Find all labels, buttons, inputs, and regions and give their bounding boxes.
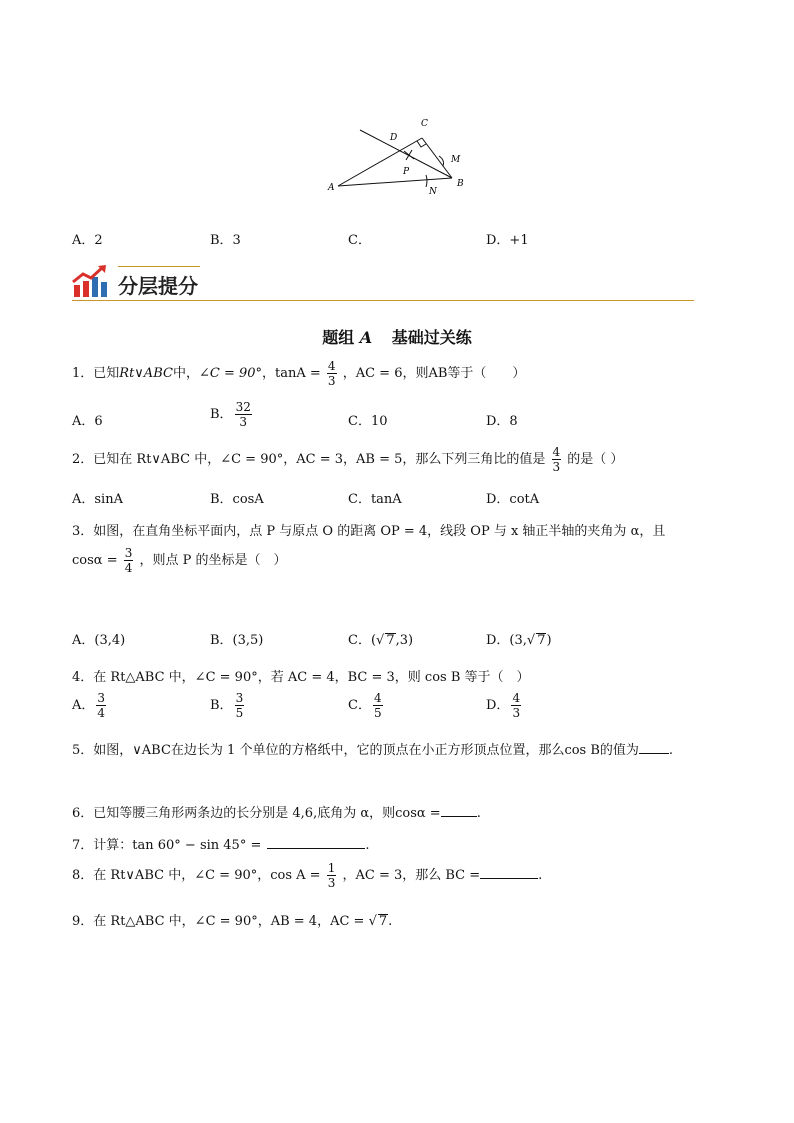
question-4: 4．在 Rt△ABC 中，∠C = 90°，若 AC = 4，BC = 3，则 cos B 等于（ ）: [72, 670, 530, 685]
label-n: N: [429, 187, 437, 197]
label-p: P: [403, 167, 410, 177]
q6-answer-blank[interactable]: [441, 804, 477, 817]
question-8: 8．在 Rt∨ABC 中，∠C = 90°，cos A = $\frac{1}{3}$ ，AC = 3，那么 BC = .: [72, 861, 543, 890]
q3-option-c: C．(√ 7,3): [348, 633, 414, 648]
group-title-prefix: 题组: [322, 328, 355, 347]
group-title-letter: A: [359, 328, 373, 347]
q8-fraction: $\frac{1}{3}$: [327, 861, 336, 890]
question-7: 7．计算：tan 60° − sin 45° = .: [72, 838, 370, 853]
q1-option-d: D．8: [486, 414, 518, 429]
triangle-construction-figure: [320, 112, 480, 204]
q4-option-b: B． $\frac{3}{5}$: [210, 691, 244, 720]
prev-option-b: B．3: [210, 233, 241, 248]
q2-option-b: B．cosA: [210, 492, 264, 507]
q3-option-d: D．(3,√ 7): [486, 633, 552, 648]
q4-option-c: C． $\frac{4}{5}$: [348, 691, 382, 720]
q1-fraction: $\frac{4}{3}$: [327, 359, 336, 388]
segment-ac: [338, 138, 422, 186]
q2-option-d: D．cotA: [486, 492, 540, 507]
q1-triangle: Rt∨ABC: [119, 366, 173, 381]
prev-option-d: D．+1: [486, 233, 529, 248]
arc-n: [426, 175, 427, 187]
question-1: [72, 360, 525, 387]
question-5: 5．如图，∨ABC在边长为 1 个单位的方格纸中，它的顶点在小正方形顶点位置，那么cos B的值为 .: [72, 743, 674, 758]
q2-option-a: A．sinA: [72, 492, 123, 507]
question-3-line-2: cosα = $\frac{3}{4}$ ，则点 P 的坐标是（ ）: [72, 546, 287, 575]
q5-answer-blank[interactable]: [639, 741, 669, 754]
q7-answer-blank[interactable]: [267, 836, 365, 849]
segment-ab: [338, 178, 452, 186]
q1-tan: ，tanA =: [262, 366, 321, 381]
label-b: B: [457, 179, 464, 189]
q8-answer-blank[interactable]: [480, 866, 538, 879]
q1-option-a: A．6: [72, 414, 103, 429]
bar-chart-up-arrow-icon: [72, 265, 110, 299]
q1-angle: C = 90°: [209, 366, 263, 381]
q4-option-a: A． $\frac{3}{4}$: [72, 691, 106, 720]
q1-option-c: C．10: [348, 414, 388, 429]
q4-option-d: D． $\frac{4}{3}$: [486, 691, 521, 720]
q1-lead: 1．已知: [72, 366, 120, 381]
group-title-suffix: 基础过关练: [391, 328, 472, 347]
question-3-line-1: 3．如图，在直角坐标平面内，点 P 与原点 O 的距离 OP = 4，线段 OP 与 x 轴正半轴的夹角为 α，且: [72, 524, 666, 539]
section-top-rule: [118, 266, 200, 267]
q3-fraction: $\frac{3}{4}$: [124, 546, 133, 575]
q2-tail: 的是（ ）: [567, 452, 624, 467]
label-c: C: [421, 119, 428, 129]
q2-text: 2．已知在 Rt∨ABC 中，∠C = 90°，AC = 3，AB = 5，那么下列三角比的值是: [72, 452, 546, 467]
label-m: M: [451, 155, 461, 165]
label-a: A: [328, 183, 335, 193]
q1-tail: ，则AB等于（ ）: [402, 366, 526, 381]
q3-option-a: A．(3,4): [72, 633, 126, 648]
q1-text: 中，∠: [172, 366, 210, 381]
section-underline: [72, 300, 694, 301]
q1-ac: ，AC = 6: [342, 366, 403, 381]
question-2: [72, 446, 623, 473]
question-9: 9．在 Rt△ABC 中，∠C = 90°，AB = 4，AC = √ 7.: [72, 914, 393, 929]
section-title: 分层提分: [118, 274, 198, 298]
prev-option-a: A．2: [72, 233, 103, 248]
q3-option-b: B．(3,5): [210, 633, 264, 648]
segment-cb: [422, 138, 452, 178]
section-header: [72, 263, 694, 303]
q2-option-c: C．tanA: [348, 492, 402, 507]
arc-intersection-mark: [404, 150, 414, 160]
q2-fraction: $\frac{4}{3}$: [552, 445, 561, 474]
group-title: [0, 325, 794, 348]
q1-option-b: B． $\frac{32}{3}$: [210, 400, 251, 429]
prev-option-c: C．: [348, 233, 371, 248]
label-d: D: [390, 133, 398, 143]
question-6: 6．已知等腰三角形两条边的长分别是 4,6,底角为 α，则cosα = .: [72, 806, 481, 821]
